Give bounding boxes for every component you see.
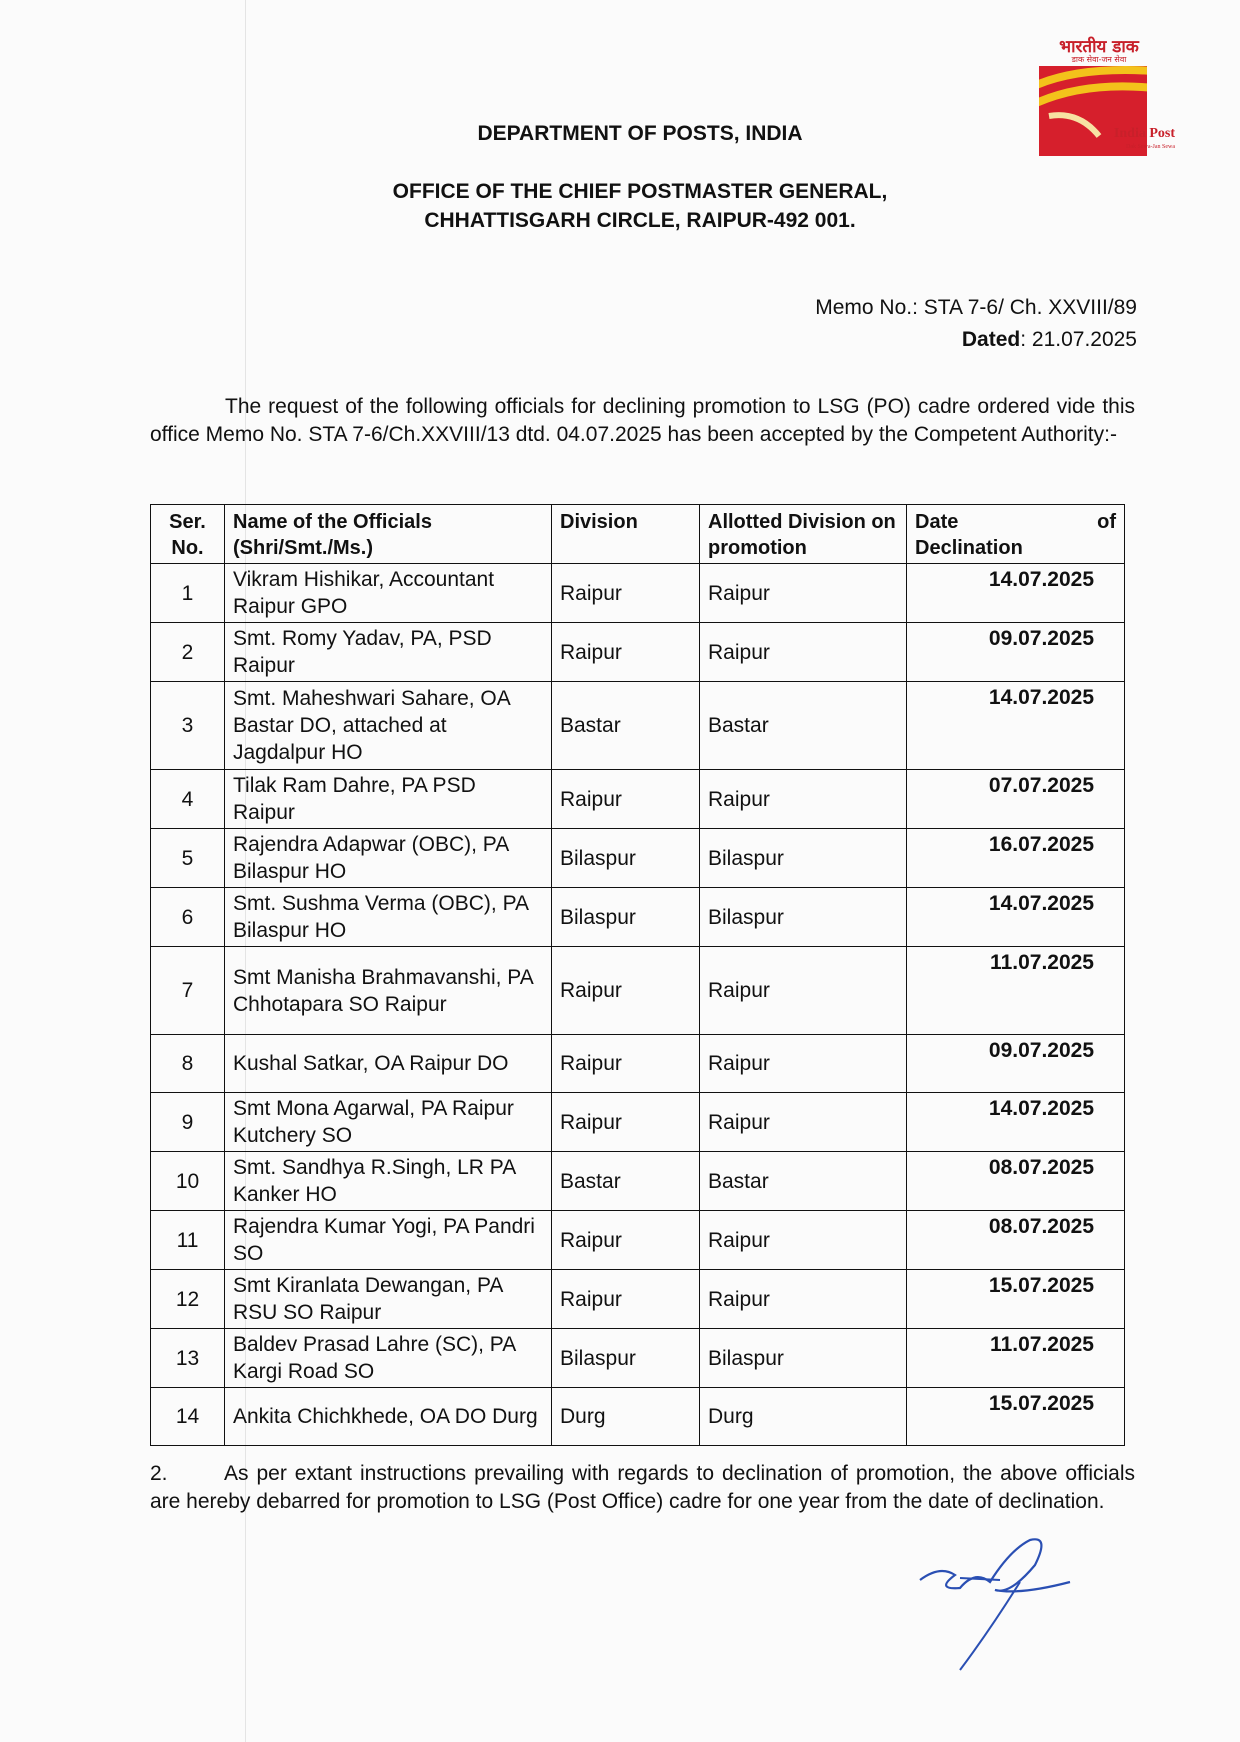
paragraph-text: As per extant instructions prevailing with regards to declination of promotion, the above officials are hereby debarred for promotion to LSG (Post Office) cadre for one year from the date of declination.: [150, 1462, 1135, 1513]
cell-date: 14.07.2025: [907, 682, 1125, 770]
table-row: [151, 1388, 1125, 1446]
intro-paragraph: The request of the following officials for declining promotion to LSG (PO) cadre ordered vide this office Memo No. STA 7-6/Ch.XXVIII/13 dtd. 04.07.2025 has been accepted by the Competent Authority:-: [150, 395, 1135, 446]
table-row: [151, 947, 1125, 1035]
cell-allotted: Bilaspur: [700, 829, 907, 888]
header-date-of-declination: [907, 505, 1125, 564]
cell-allotted: Bilaspur: [700, 1329, 907, 1388]
cell-division: Raipur: [552, 947, 700, 1035]
dated-value: : 21.07.2025: [1020, 328, 1137, 351]
header-division: Division: [552, 505, 700, 564]
cell-division: Durg: [552, 1388, 700, 1446]
cell-name: Ankita Chichkhede, OA DO Durg: [225, 1388, 552, 1446]
cell-allotted: Bilaspur: [700, 888, 907, 947]
cell-ser-no: 9: [151, 1093, 225, 1152]
cell-division: Bastar: [552, 1152, 700, 1211]
cell-ser-no: 12: [151, 1270, 225, 1329]
cell-division: Raipur: [552, 1035, 700, 1093]
paragraph-number: 2.: [150, 1462, 168, 1485]
office-heading-line2: CHHATTISGARH CIRCLE, RAIPUR-492 001.: [424, 209, 856, 232]
cell-ser-no: 1: [151, 564, 225, 623]
cell-allotted: Raipur: [700, 770, 907, 829]
cell-name: Baldev Prasad Lahre (SC), PA Kargi Road SO: [225, 1329, 552, 1388]
office-heading-line1: OFFICE OF THE CHIEF POSTMASTER GENERAL,: [392, 180, 888, 203]
cell-allotted: Bastar: [700, 682, 907, 770]
cell-name: Smt Mona Agarwal, PA Raipur Kutchery SO: [225, 1093, 552, 1152]
cell-date: 14.07.2025: [907, 888, 1125, 947]
cell-date: 09.07.2025: [907, 1035, 1125, 1093]
cell-ser-no: 6: [151, 888, 225, 947]
cell-date: 11.07.2025: [907, 1329, 1125, 1388]
logo-tagline: Dak Sewa-Jan Sewa: [1126, 144, 1175, 150]
cell-allotted: Raipur: [700, 1093, 907, 1152]
cell-division: Raipur: [552, 1211, 700, 1270]
cell-name: Kushal Satkar, OA Raipur DO: [225, 1035, 552, 1093]
cell-name: Smt Kiranlata Dewangan, PA RSU SO Raipur: [225, 1270, 552, 1329]
cell-name: Smt. Romy Yadav, PA, PSD Raipur: [225, 623, 552, 682]
cell-allotted: Raipur: [700, 1035, 907, 1093]
cell-ser-no: 13: [151, 1329, 225, 1388]
cell-date: 09.07.2025: [907, 623, 1125, 682]
logo-english-name: India Post: [1113, 126, 1175, 141]
cell-allotted: Raipur: [700, 947, 907, 1035]
cell-ser-no: 14: [151, 1388, 225, 1446]
cell-name: Rajendra Adapwar (OBC), PA Bilaspur HO: [225, 829, 552, 888]
cell-ser-no: 11: [151, 1211, 225, 1270]
cell-date: 16.07.2025: [907, 829, 1125, 888]
cell-allotted: Durg: [700, 1388, 907, 1446]
cell-date: 15.07.2025: [907, 1388, 1125, 1446]
cell-date: 08.07.2025: [907, 1211, 1125, 1270]
cell-date: 08.07.2025: [907, 1152, 1125, 1211]
table-row: [151, 829, 1125, 888]
cell-division: Bastar: [552, 682, 700, 770]
cell-division: Raipur: [552, 623, 700, 682]
cell-name: Smt Manisha Brahmavanshi, PA Chhotapara SO Raipur: [225, 947, 552, 1035]
cell-ser-no: 7: [151, 947, 225, 1035]
cell-date: 14.07.2025: [907, 564, 1125, 623]
cell-division: Raipur: [552, 1270, 700, 1329]
cell-date: 07.07.2025: [907, 770, 1125, 829]
table-row: [151, 888, 1125, 947]
cell-date: 14.07.2025: [907, 1093, 1125, 1152]
header-allotted-division: Allotted Division on promotion: [700, 505, 907, 564]
cell-allotted: Raipur: [700, 1270, 907, 1329]
officials-table: [150, 504, 1125, 1446]
table-row: [151, 1093, 1125, 1152]
header-date-word: Date: [915, 511, 959, 533]
cell-division: Raipur: [552, 770, 700, 829]
cell-division: Bilaspur: [552, 829, 700, 888]
cell-allotted: Bastar: [700, 1152, 907, 1211]
memo-date: [962, 328, 1137, 352]
table-row: [151, 770, 1125, 829]
cell-date: 15.07.2025: [907, 1270, 1125, 1329]
cell-ser-no: 5: [151, 829, 225, 888]
table-row: [151, 1270, 1125, 1329]
department-heading: DEPARTMENT OF POSTS, INDIA: [477, 122, 803, 145]
cell-division: Raipur: [552, 564, 700, 623]
header-of-word: of: [1097, 511, 1116, 533]
logo-hindi-tagline: डाक सेवा-जन सेवा: [1071, 55, 1127, 64]
header-ser-no: Ser. No.: [151, 505, 225, 564]
table-row: [151, 1211, 1125, 1270]
table-row: [151, 682, 1125, 770]
india-post-logo: [1015, 28, 1195, 178]
declination-paragraph: [150, 1460, 1135, 1516]
cell-ser-no: 2: [151, 623, 225, 682]
cell-division: Bilaspur: [552, 888, 700, 947]
cell-name: Vikram Hishikar, Accountant Raipur GPO: [225, 564, 552, 623]
cell-ser-no: 8: [151, 1035, 225, 1093]
logo-hindi-name: भारतीय डाक: [1059, 37, 1139, 57]
table-header-row: [151, 505, 1125, 564]
cell-name: Smt. Maheshwari Sahare, OA Bastar DO, attached at Jagdalpur HO: [225, 682, 552, 770]
table-row: [151, 1329, 1125, 1388]
cell-ser-no: 4: [151, 770, 225, 829]
cell-ser-no: 10: [151, 1152, 225, 1211]
cell-allotted: Raipur: [700, 564, 907, 623]
header-name: Name of the Officials (Shri/Smt./Ms.): [225, 505, 552, 564]
cell-ser-no: 3: [151, 682, 225, 770]
cell-division: Bilaspur: [552, 1329, 700, 1388]
memo-number: Memo No.: STA 7-6/ Ch. XXVIII/89: [815, 296, 1137, 319]
table-row: [151, 623, 1125, 682]
table-row: [151, 1152, 1125, 1211]
dated-label: Dated: [961, 328, 1021, 351]
cell-name: Smt. Sushma Verma (OBC), PA Bilaspur HO: [225, 888, 552, 947]
cell-allotted: Raipur: [700, 623, 907, 682]
cell-name: Smt. Sandhya R.Singh, LR PA Kanker HO: [225, 1152, 552, 1211]
table-row: [151, 564, 1125, 623]
cell-division: Raipur: [552, 1093, 700, 1152]
cell-date: 11.07.2025: [907, 947, 1125, 1035]
table-row: [151, 1035, 1125, 1093]
header-declination-word: Declination: [915, 537, 1023, 559]
signature-icon: [900, 1520, 1080, 1680]
cell-allotted: Raipur: [700, 1211, 907, 1270]
cell-name: Rajendra Kumar Yogi, PA Pandri SO: [225, 1211, 552, 1270]
cell-name: Tilak Ram Dahre, PA PSD Raipur: [225, 770, 552, 829]
